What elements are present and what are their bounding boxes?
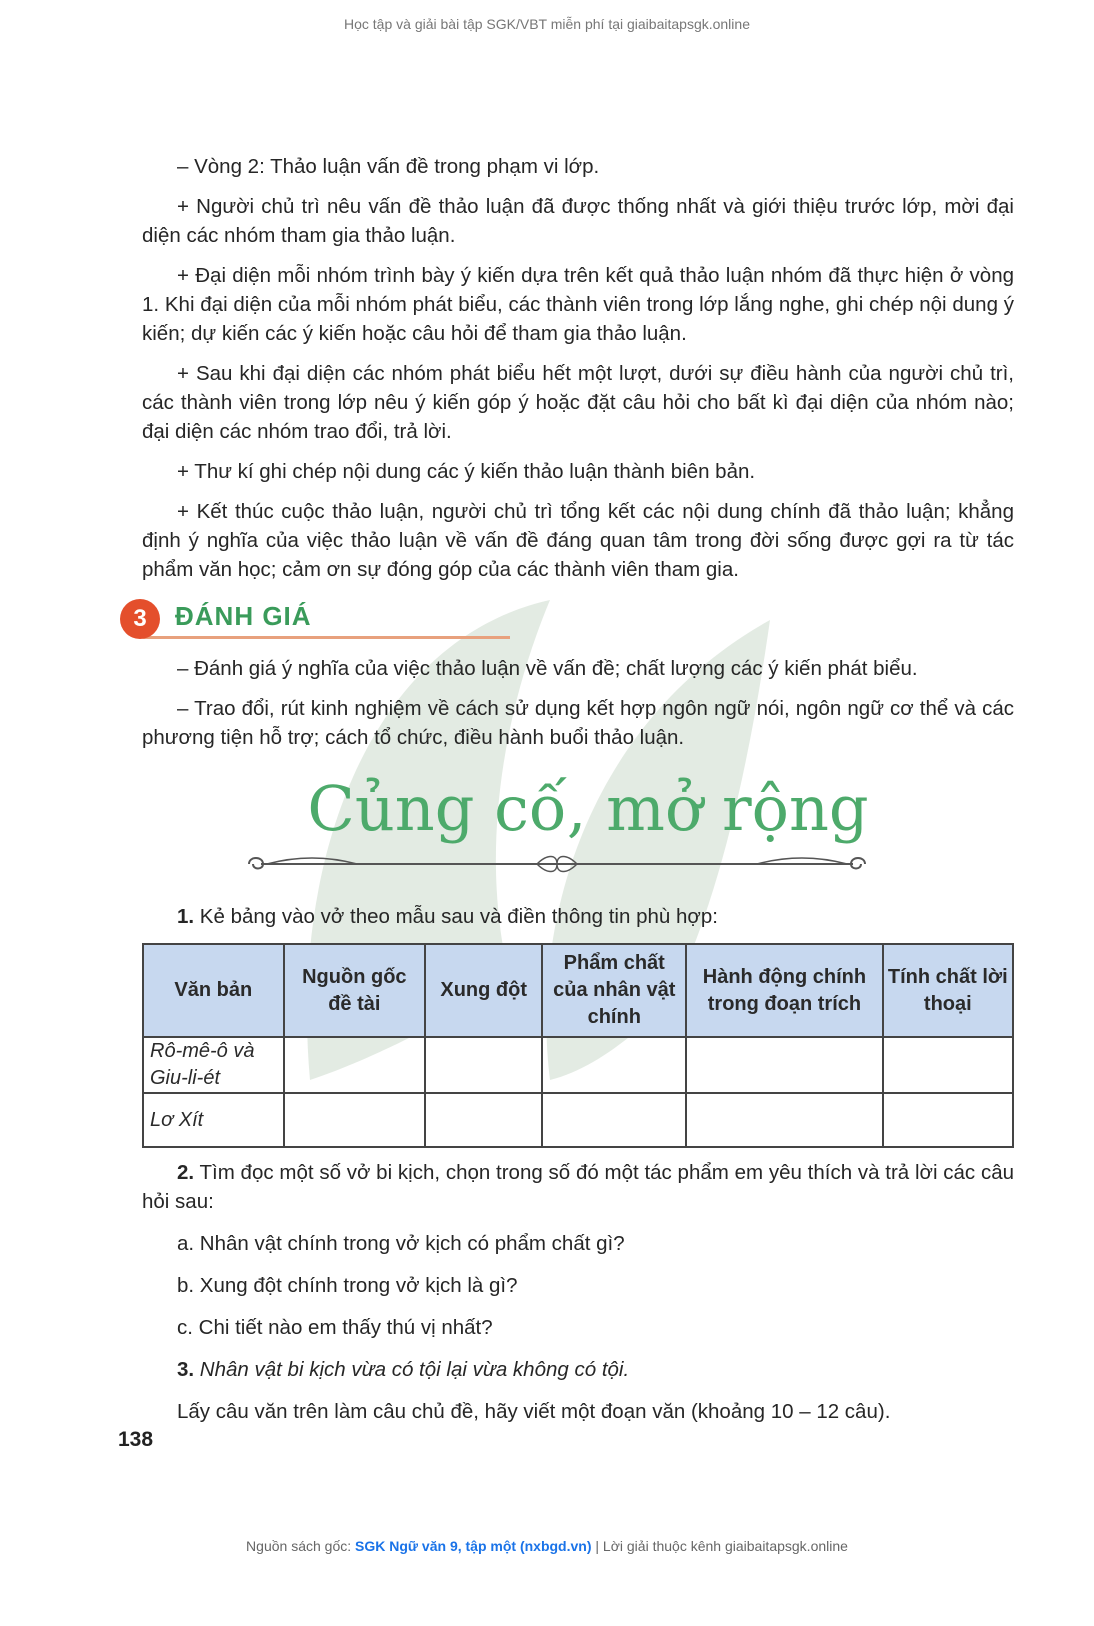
footer [0, 1538, 1094, 1554]
column-header: Tính chất lời thoại [883, 944, 1013, 1037]
decorative-title [142, 774, 1014, 884]
empty-cell [284, 1093, 426, 1147]
table-row [143, 1093, 1013, 1147]
section-heading [120, 596, 1014, 640]
question-3 [142, 1355, 1014, 1384]
paragraph: + Đại diện mỗi nhóm trình bày ý kiến dựa trên kết quả thảo luận nhóm đã thực hiện ở vòng 1. Khi đại diện của mỗi nhóm phát biểu, các thành viên trong lớp lắng nghe, ghi chép nội dung ý kiến; dự kiến các ý kiến hoặc câu hỏi để tham gia thảo luận. [142, 264, 1014, 345]
column-header: Xung đột [425, 944, 542, 1037]
question-1 [142, 902, 1014, 931]
footer-prefix: Nguồn sách gốc: [246, 1538, 356, 1554]
paragraph: + Thư kí ghi chép nội dung các ý kiến thảo luận thành biên bản. [177, 460, 756, 483]
paragraph: + Người chủ trì nêu vấn đề thảo luận đã được thống nhất và giới thiệu trước lớp, mời đại diện các nhóm tham gia thảo luận. [142, 195, 1014, 247]
paragraph: – Vòng 2: Thảo luận vấn đề trong phạm vi lớp. [177, 155, 600, 178]
main-content [133, 152, 1014, 1439]
paragraph: – Trao đổi, rút kinh nghiệm về cách sử dụng kết hợp ngôn ngữ nói, ngôn ngữ cơ thể và các phương tiện hỗ trợ; cách tổ chức, điều hành buổi thảo luận. [142, 697, 1014, 749]
empty-cell [686, 1037, 882, 1093]
decorative-title-text: Củng cố, mở rộng [307, 772, 869, 845]
empty-cell [542, 1093, 686, 1147]
paragraph: + Kết thúc cuộc thảo luận, người chủ trì tổng kết các nội dung chính đã thảo luận; khẳng định ý nghĩa của việc thảo luận về vấn đề đáng quan tâm trong đời sống được gợi ra từ tác phẩm văn học; cảm ơn sự đóng góp của các thành viên tham gia. [142, 500, 1014, 581]
question-3-followup: Lấy câu văn trên làm câu chủ đề, hãy viết một đoạn văn (khoảng 10 – 12 câu). [177, 1400, 891, 1423]
footer-book-link[interactable]: SGK Ngữ văn 9, tập một (nxbgd.vn) [355, 1538, 592, 1554]
paragraph: – Đánh giá ý nghĩa của việc thảo luận về vấn đề; chất lượng các ý kiến phát biểu. [177, 657, 918, 680]
table-row [143, 1037, 1013, 1093]
row-label: Rô-mê-ô và Giu-li-ét [143, 1037, 284, 1093]
table-header-row [143, 944, 1013, 1037]
question-text: Kẻ bảng vào vở theo mẫu sau và điền thông tin phù hợp: [194, 905, 718, 928]
top-header: Học tập và giải bài tập SGK/VBT miễn phí tại giaibaitapsgk.online [344, 16, 750, 32]
empty-cell [425, 1037, 542, 1093]
question-2-item: b. Xung đột chính trong vở kịch là gì? [177, 1274, 518, 1297]
question-2 [142, 1158, 1014, 1216]
empty-cell [425, 1093, 542, 1147]
fill-in-table [142, 943, 1014, 1148]
question-text: Nhân vật bi kịch vừa có tội lại vừa không có tội. [194, 1358, 630, 1381]
paragraph: + Sau khi đại diện các nhóm phát biểu hết một lượt, dưới sự điều hành của người chủ trì, các thành viên trong lớp nêu ý kiến góp ý hoặc đặt câu hỏi cho bất kì đại diện của nhóm nào; đại diện các nhóm trao đổi, trả lời. [142, 362, 1014, 443]
empty-cell [542, 1037, 686, 1093]
empty-cell [686, 1093, 882, 1147]
question-2-item: c. Chi tiết nào em thấy thú vị nhất? [177, 1316, 493, 1339]
empty-cell [883, 1037, 1013, 1093]
footer-suffix: | Lời giải thuộc kênh giaibaitapsgk.online [591, 1538, 848, 1554]
page-number: 138 [118, 1428, 154, 1451]
row-label: Lơ Xít [143, 1093, 284, 1147]
question-number: 2. [177, 1161, 195, 1184]
empty-cell [883, 1093, 1013, 1147]
question-number: 3. [177, 1358, 195, 1381]
empty-cell [284, 1037, 426, 1093]
question-2-item: a. Nhân vật chính trong vở kịch có phẩm chất gì? [177, 1232, 625, 1255]
column-header: Văn bản [143, 944, 284, 1037]
ornament-divider [237, 852, 877, 876]
section-number-badge: 3 [120, 599, 160, 639]
section-title: ĐÁNH GIÁ [175, 601, 312, 631]
column-header: Phẩm chất của nhân vật chính [542, 944, 686, 1037]
question-number: 1. [177, 905, 195, 928]
column-header: Hành động chính trong đoạn trích [686, 944, 882, 1037]
question-text: Tìm đọc một số vở bi kịch, chọn trong số đó một tác phẩm em yêu thích và trả lời các câu hỏi sau: [142, 1161, 1014, 1213]
column-header: Nguồn gốc đề tài [284, 944, 426, 1037]
